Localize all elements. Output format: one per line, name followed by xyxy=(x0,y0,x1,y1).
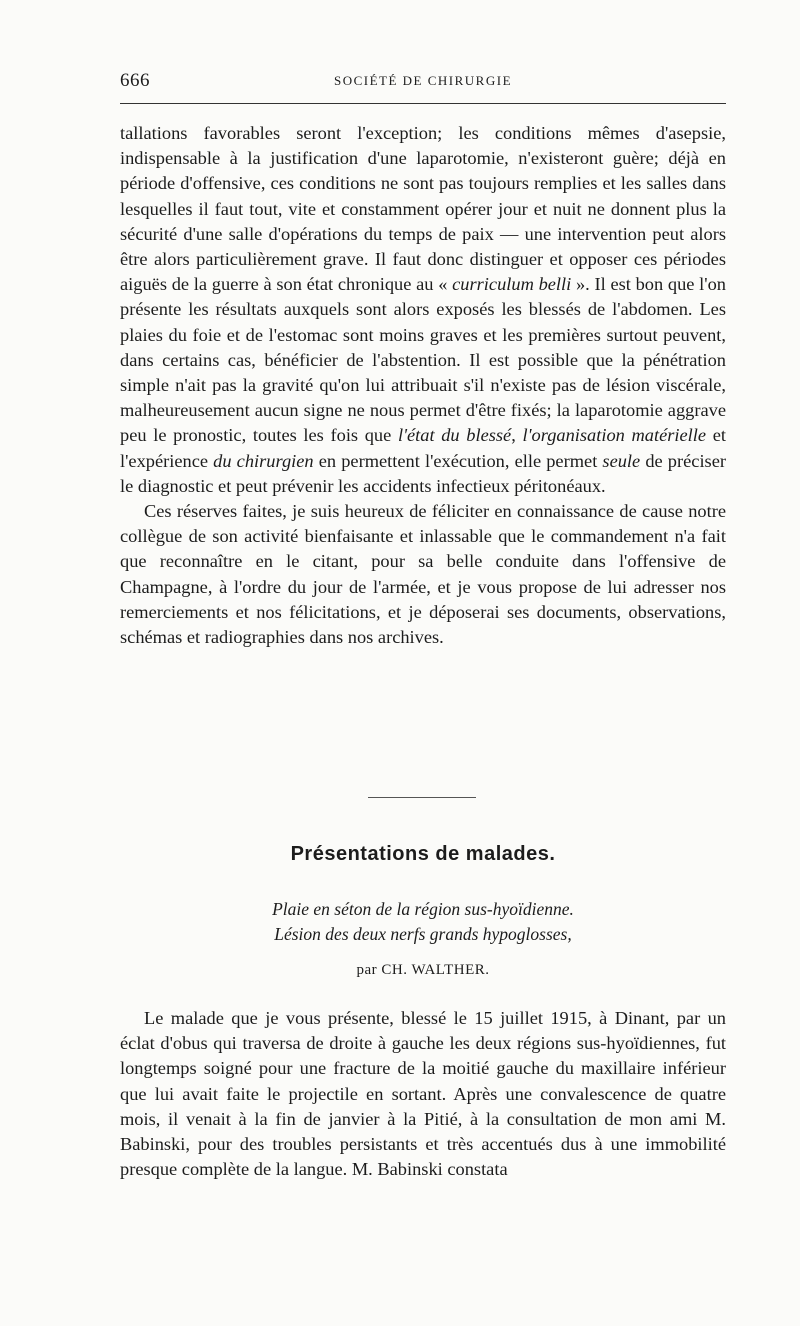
running-title: SOCIÉTÉ DE CHIRURGIE xyxy=(333,73,513,88)
paragraph-1: tallations favorables seront l'exception; les conditions mêmes d'asepsie, indispensable à la justification d'une laparotomie, n'existeront guère; déjà en période d'offensive, ces conditions ne sont pas toujours remplies et les salles dans lesquelles il faut tout, vite et constamment opérer jour et nuit ne donnent plus la sécurité d'une salle d'opérations du temps de paix — une intervention peut alors être alors particulièrement grave. Il faut donc distinguer et opposer ces périodes aiguës de la guerre à son état chronique au « curriculum belli ». Il est bon que l'on présente les résultats auxquels sont alors exposés les blessés de l'abdomen. Les plaies du foie et de l'estomac sont moins graves et les premières surtout peuvent, dans certains cas, bénéficier de l'abstention. Il est possible que la pénétration simple n'ait pas la gravité qu'on lui attribuait s'il n'existe pas de lésion viscérale, malheureusement aucun signe ne nous permet d'être fixés; la laparotomie aggrave peu le pronostic, toutes les fois que l'état du blessé, l'organisation matérielle et l'expérience du chirurgien en permettent l'exécution, elle permet seule de préciser le diagnostic et peut prévenir les accidents infectieux péritonéaux. xyxy=(120,123,727,496)
continuation-text xyxy=(120,121,726,650)
header-rule xyxy=(120,103,726,104)
section-title: Présentations de malades. xyxy=(290,843,556,865)
article-title-line-2: Lésion des deux nerfs grands hypoglosses, xyxy=(274,924,572,944)
article-title-line-1: Plaie en séton de la région sus-hyoïdienne. xyxy=(272,899,574,919)
paragraph-3: Le malade que je vous présente, blessé le 15 juillet 1915, à Dinant, par un éclat d'obus qui traversa de droite à gauche les deux régions sus-hyoïdiennes, fut longtemps soigné pour une fracture de la moitié gauche du maxillaire inférieur que lui avait faite le projectile en sortant. Après une convalescence de quatre mois, il venait à la fin de janvier à la Pitié, à la consultation de mon ami M. Babinski, pour des troubles persistants et très accentués dus à une immobilité presque complète de la langue. M. Babinski constata xyxy=(120,1008,726,1180)
byline: par CH. WALTHER. xyxy=(356,962,490,978)
page-number: 666 xyxy=(120,70,150,91)
article-title xyxy=(120,897,726,947)
section-separator xyxy=(368,797,476,798)
paragraph-2: Ces réserves faites, je suis heureux de féliciter en connaissance de cause notre collègue de son activité bienfaisante et inlassable que le commandement n'a fait que reconnaître en le citant, pour sa belle conduite dans l'offensive de Champagne, à l'ordre du jour de l'armée, et je vous propose de lui adresser nos remerciements et nos félicitations, et je déposerai ses documents, observations, schémas et radiographies dans nos archives. xyxy=(120,501,726,648)
page-header xyxy=(120,70,726,94)
article-text xyxy=(120,1006,726,1182)
